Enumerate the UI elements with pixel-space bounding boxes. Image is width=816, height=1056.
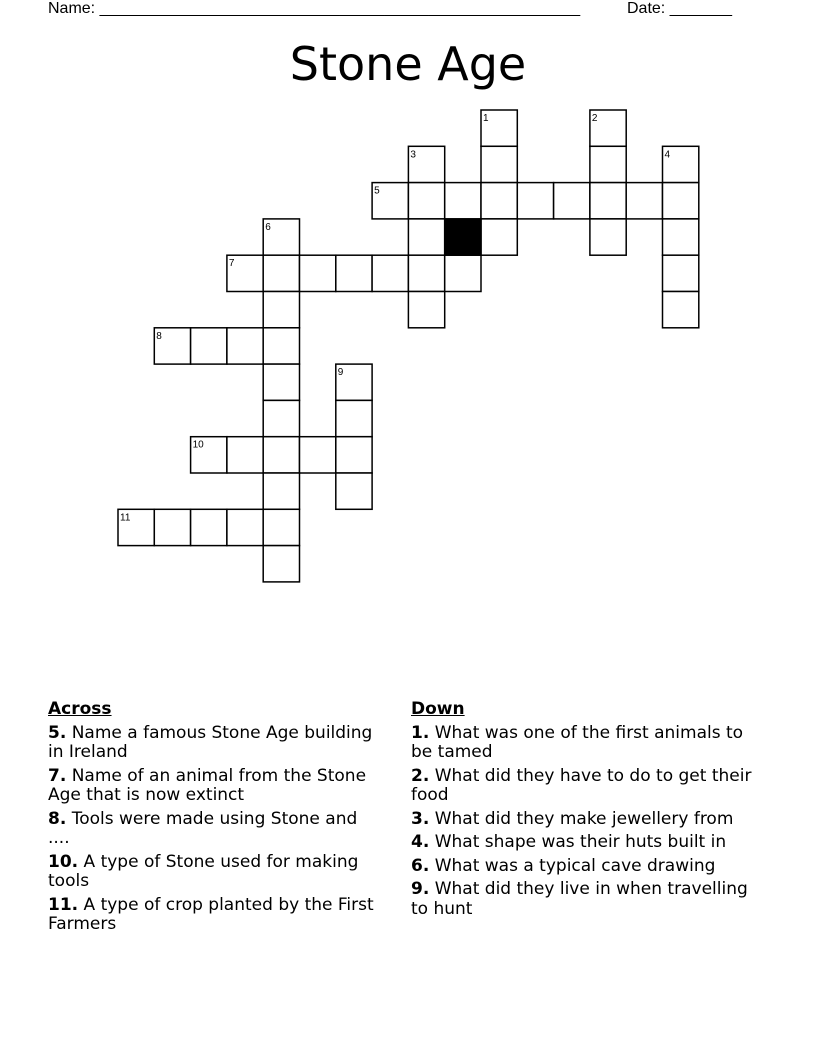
grid-cell[interactable] xyxy=(227,509,263,545)
grid-cell[interactable] xyxy=(663,219,699,255)
grid-cell[interactable] xyxy=(445,183,481,219)
clue-text: What was one of the first animals to be tamed xyxy=(411,722,744,762)
down-clue xyxy=(411,833,761,853)
clue-text: A type of crop planted by the First Farmers xyxy=(48,894,374,934)
clue-number: 4. xyxy=(411,832,430,852)
grid-cell[interactable] xyxy=(517,183,553,219)
across-clue xyxy=(48,810,384,849)
grid-cell[interactable] xyxy=(336,255,372,291)
grid-cell[interactable] xyxy=(372,255,408,291)
cell-number: 7 xyxy=(228,258,235,270)
clue-text: What was a typical cave drawing xyxy=(434,855,716,876)
date-field[interactable]: Date: _______ xyxy=(627,0,732,17)
page-title: Stone Age xyxy=(289,37,527,91)
clue-number: 11. xyxy=(48,894,79,915)
clue-text: What did they have to do to get their food xyxy=(411,765,752,805)
grid-cell[interactable] xyxy=(663,255,699,291)
grid-cell[interactable] xyxy=(481,146,517,182)
clue-text: Name of an animal from the Stone Age that is now extinct xyxy=(48,765,367,805)
clue-number: 6. xyxy=(411,855,430,876)
clue-number: 1. xyxy=(411,722,430,743)
grid-cell[interactable] xyxy=(300,437,336,473)
across-clues xyxy=(48,700,384,939)
grid-cell[interactable] xyxy=(481,183,517,219)
blocked-cell xyxy=(445,219,481,255)
clue-text: Name a famous Stone Age building in Ireland xyxy=(48,722,373,762)
cell-number: 2 xyxy=(591,113,598,124)
grid-cell[interactable] xyxy=(626,183,662,219)
grid-cell[interactable] xyxy=(408,255,444,291)
grid-cell[interactable] xyxy=(263,509,299,545)
grid-cell[interactable] xyxy=(336,437,372,473)
across-clue xyxy=(48,853,384,892)
grid-cell[interactable] xyxy=(263,400,299,436)
grid-cell[interactable] xyxy=(154,509,190,545)
across-heading: Across xyxy=(48,699,112,719)
grid-cell[interactable] xyxy=(336,400,372,436)
grid-cell[interactable] xyxy=(263,546,299,582)
clue-number: 10. xyxy=(48,851,79,872)
down-clue xyxy=(411,857,761,877)
grid-cell[interactable] xyxy=(263,328,299,364)
cell-number: 11 xyxy=(120,512,131,524)
cell-number: 6 xyxy=(265,221,271,233)
grid-cell[interactable] xyxy=(263,473,299,509)
grid-cell[interactable] xyxy=(227,328,263,364)
down-clue xyxy=(411,810,761,830)
grid-cell[interactable] xyxy=(408,219,444,255)
cell-number: 9 xyxy=(337,367,344,379)
cell-number: 1 xyxy=(483,113,489,124)
across-clue xyxy=(48,724,384,763)
clue-text: Tools were made using Stone and .... xyxy=(48,808,358,848)
cell-number: 3 xyxy=(410,149,416,161)
clue-number: 3. xyxy=(411,808,430,829)
clue-number: 7. xyxy=(48,765,67,786)
clue-text: What did they live in when travelling to hunt xyxy=(411,879,748,919)
down-clue xyxy=(411,724,761,763)
clue-number: 8. xyxy=(48,808,67,829)
grid-cell[interactable] xyxy=(263,255,299,291)
grid-cell[interactable] xyxy=(191,328,227,364)
grid-cell[interactable] xyxy=(663,183,699,219)
clue-text: A type of Stone used for making tools xyxy=(48,851,359,891)
grid-cell[interactable] xyxy=(445,255,481,291)
grid-cell[interactable] xyxy=(336,473,372,509)
cell-number: 10 xyxy=(192,439,204,451)
grid-cell[interactable] xyxy=(590,146,626,182)
grid-cell[interactable] xyxy=(263,292,299,328)
grid-cell[interactable] xyxy=(408,292,444,328)
clue-text: What did they make jewellery from xyxy=(434,808,734,829)
down-heading: Down xyxy=(411,699,465,719)
grid-cell[interactable] xyxy=(663,292,699,328)
grid-cell[interactable] xyxy=(554,183,590,219)
grid-cell[interactable] xyxy=(408,183,444,219)
grid-cell[interactable] xyxy=(300,255,336,291)
clue-number: 2. xyxy=(411,765,430,786)
grid-cell[interactable] xyxy=(590,219,626,255)
grid-cell[interactable] xyxy=(481,219,517,255)
name-field[interactable]: Name: ______________________________________________________ xyxy=(48,0,581,17)
cell-number: 4 xyxy=(664,149,671,161)
grid-cell[interactable] xyxy=(191,509,227,545)
grid-cell[interactable] xyxy=(263,437,299,473)
across-clue xyxy=(48,896,384,935)
down-clue xyxy=(411,767,761,806)
down-clue xyxy=(411,880,761,919)
cell-number: 5 xyxy=(374,185,380,197)
grid-cell[interactable] xyxy=(590,183,626,219)
down-clues xyxy=(411,700,761,923)
clue-number: 5. xyxy=(48,722,67,743)
cell-number: 8 xyxy=(156,330,162,342)
clue-text: What shape was their huts built in xyxy=(434,832,727,852)
grid-cell[interactable] xyxy=(227,437,263,473)
grid-cell[interactable] xyxy=(263,364,299,400)
across-clue xyxy=(48,767,384,806)
clue-number: 9. xyxy=(411,879,430,899)
